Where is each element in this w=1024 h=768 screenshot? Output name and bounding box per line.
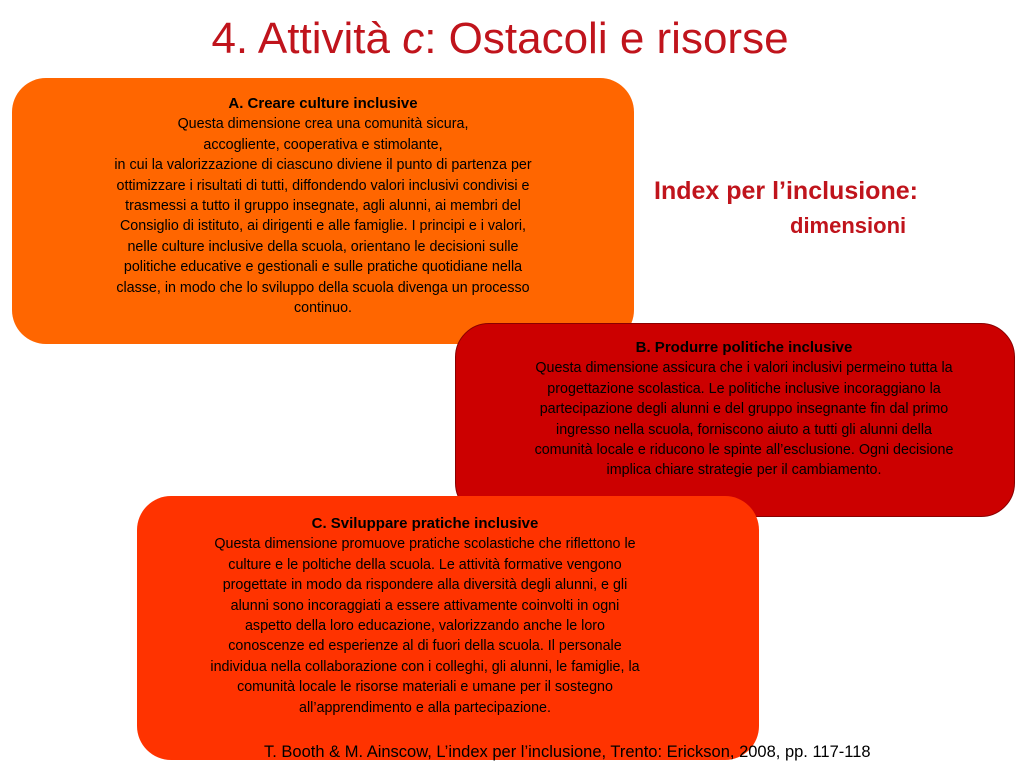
dimension-c-line: alunni sono incoraggiati a essere attivamente coinvolti in ogni xyxy=(230,597,620,614)
citation-footer: T. Booth & M. Ainscow, L’index per l’inclusione, Trento: Erickson, 2008, pp. 117-118 xyxy=(264,743,871,761)
dimension-a-box xyxy=(12,78,634,344)
dimension-c-line: progettate in modo da rispondere alla diversità degli alunni, e gli xyxy=(222,577,628,594)
index-subheading: dimensioni xyxy=(790,213,907,238)
dimension-b-line: partecipazione degli alunni e del gruppo insegnante fin dal primo xyxy=(539,401,949,418)
dimension-c-box xyxy=(137,496,759,760)
dimension-b-box xyxy=(455,323,1015,517)
dimension-c-heading: C. Sviluppare pratiche inclusive xyxy=(311,515,539,532)
dimension-a-line: in cui la valorizzazione di ciascuno diviene il punto di partenza per xyxy=(114,157,532,174)
dimension-b-line: comunità locale e riducono le spinte all’esclusione. Ogni decisione xyxy=(534,442,954,459)
dimension-a-heading: A. Creare culture inclusive xyxy=(228,95,418,112)
dimension-a-line: classe, in modo che lo sviluppo della scuola divenga un processo xyxy=(116,279,530,296)
slide-title-suffix: : Ostacoli e risorse xyxy=(424,14,789,63)
slide-title-italic: c xyxy=(402,14,425,63)
dimension-c-line: aspetto della loro educazione, valorizzando anche le loro xyxy=(244,618,606,635)
slide-title-prefix: 4. Attività xyxy=(211,14,403,63)
dimension-a-line: ottimizzare i risultati di tutti, diffondendo valori inclusivi condivisi e xyxy=(116,177,530,194)
dimension-a-line: Consiglio di istituto, ai dirigenti e alle famiglie. I principi e i valori, xyxy=(119,218,527,235)
index-heading: Index per l’inclusione: xyxy=(654,177,918,205)
dimension-a-line: accogliente, cooperativa e stimolante, xyxy=(203,136,443,153)
dimension-c-line: Questa dimensione promuove pratiche scolastiche che riflettono le xyxy=(214,536,636,553)
dimension-b-line: progettazione scolastica. Le politiche inclusive incoraggiano la xyxy=(547,380,941,397)
dimension-b-line: ingresso nella scuola, forniscono aiuto a tutti gli alunni della xyxy=(556,421,932,438)
dimension-b-line: Questa dimensione assicura che i valori inclusivi permeino tutta la xyxy=(535,360,953,377)
dimension-a-line: continuo. xyxy=(293,300,353,317)
slide-title xyxy=(0,12,1000,66)
dimension-c-line: individua nella collaborazione con i colleghi, gli alunni, le famiglie, la xyxy=(210,658,640,675)
dimension-c-line: all’apprendimento e alla partecipazione. xyxy=(299,699,551,716)
dimension-c-line: comunità locale le risorse materiali e umane per il sostegno xyxy=(237,679,613,696)
dimension-b-line: implica chiare strategie per il cambiamento. xyxy=(606,462,882,479)
dimension-c-line: culture e le poltiche della scuola. Le attività formative vengono xyxy=(228,556,622,573)
dimension-a-line: Questa dimensione crea una comunità sicura, xyxy=(177,116,469,133)
dimension-a-line: nelle culture inclusive della scuola, orientano le decisioni sulle xyxy=(127,238,519,255)
dimension-a-line: politiche educative e gestionali e sulle pratiche quotidiane nella xyxy=(123,259,523,276)
dimension-c-line: conoscenze ed esperienze al di fuori della scuola. Il personale xyxy=(228,638,622,655)
dimension-a-line: trasmessi a tutto il gruppo insegnate, agli alunni, ai membri del xyxy=(125,198,521,215)
dimension-b-heading: B. Produrre politiche inclusive xyxy=(635,339,853,356)
